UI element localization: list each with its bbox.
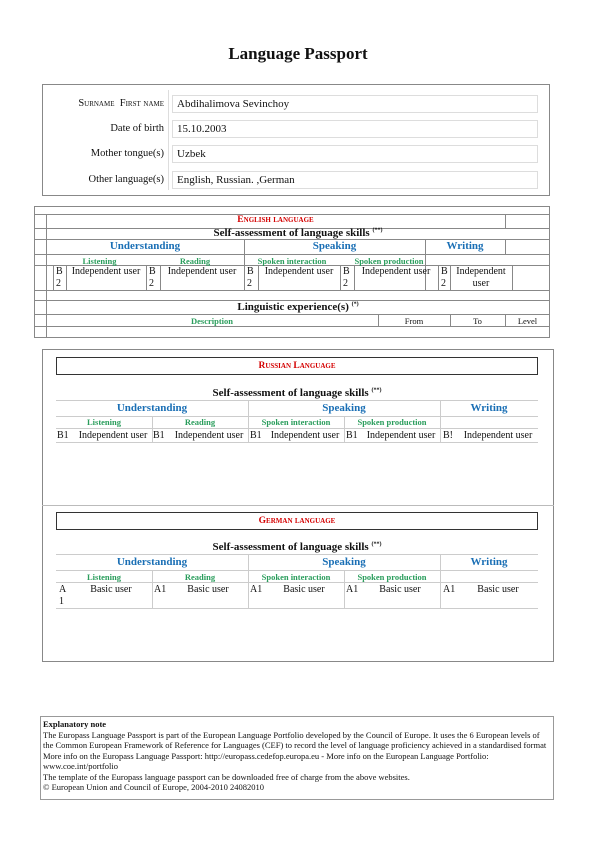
name-field: Abdihalimova Sevinchoy [172,95,538,113]
experience-col-from: From [404,316,424,326]
german-level-interaction: A1 [250,584,263,595]
other-languages-field: English, Russian. ,German [172,171,538,189]
english-desc-production: Independent user [361,266,431,277]
english-reading: Reading [179,256,211,266]
russian-spoken-interaction: Spoken interaction [261,417,331,427]
russian-heading-box [56,357,538,375]
english-desc-writing: Independent user [456,266,506,289]
rule [56,608,538,609]
explanatory-note [40,716,554,800]
german-writing: Writing [470,556,508,568]
german-self-assessment: Self-assessment of language skills (**) [212,541,382,553]
russian-level-reading: B1 [153,430,165,441]
german-level-reading: A1 [154,584,167,595]
rule [34,326,550,327]
rule [438,265,439,290]
russian-spoken-production: Spoken production [357,417,427,427]
english-level-reading: B2 [149,266,156,289]
german-heading-box [56,512,538,530]
russian-level-listening: B1 [57,430,69,441]
english-desc-listening: Independent user [71,266,141,277]
russian-heading: Russian Language [258,361,336,371]
explanatory-title: Explanatory note [43,719,107,729]
russian-self-assessment: Self-assessment of language skills (**) [212,387,382,399]
russian-level-writing: B! [443,430,453,441]
russian-level-production: B1 [346,430,358,441]
german-level-listening: A1 [59,584,67,607]
mother-tongue-label: Mother tongue(s) [90,148,164,159]
rule [56,428,538,429]
russian-listening: Listening [86,417,121,427]
german-understanding: Understanding [116,556,188,568]
rule [56,570,538,571]
rule [146,265,147,290]
rule [512,265,513,290]
section-divider [42,505,554,506]
russian-level-interaction: B1 [250,430,262,441]
english-spoken-interaction: Spoken interaction [257,256,327,266]
russian-desc-interaction: Independent user [270,430,340,441]
german-speaking: Speaking [322,556,366,568]
english-heading: English language [237,215,314,225]
explanatory-line-4: © European Union and Council of Europe, 2004-2010 24082010 [43,782,265,792]
german-desc-reading: Basic user [187,584,229,595]
experience-col-level: Level [517,316,538,326]
german-spoken-production: Spoken production [357,572,427,582]
english-understanding: Understanding [109,240,181,252]
german-spoken-interaction: Spoken interaction [261,572,331,582]
rule [56,442,538,443]
rule [505,214,506,228]
german-reading: Reading [184,572,216,582]
english-writing: Writing [446,240,484,252]
russian-writing: Writing [470,402,508,414]
rule [53,265,54,290]
rule [34,254,550,255]
russian-desc-production: Independent user [366,430,436,441]
english-level-interaction: B2 [247,266,254,289]
english-level-production: B2 [343,266,350,289]
russian-understanding: Understanding [116,402,188,414]
rule [56,554,538,555]
mother-tongue-field: Uzbek [172,145,538,163]
rule [34,290,550,291]
rule [34,314,550,315]
dob-label: Date of birth [110,123,164,134]
english-desc-reading: Independent user [167,266,237,277]
english-desc-interaction: Independent user [264,266,334,277]
english-level-listening: B2 [56,266,63,289]
experience-col-description: Description [190,316,234,326]
dob-field: 15.10.2003 [172,120,538,138]
russian-desc-listening: Independent user [78,430,148,441]
rule [56,400,538,401]
english-spoken-production: Spoken production [354,256,424,266]
english-self-assessment: Self-assessment of language skills (**) [213,227,383,239]
personal-divider [168,90,169,190]
page-title: Language Passport [228,44,368,63]
explanatory-line-1: The Europass Language Passport is part of the European Language Portfolio developed by the Council of Europe. It uses the 6 European levels of the Common European Framework of Reference for Languages (CEF) to record the level of language proficiency achieved in a standardised format [43,729,547,750]
other-languages-label: Other language(s) [88,174,164,185]
english-speaking: Speaking [312,240,357,252]
russian-reading: Reading [184,417,216,427]
german-level-production: A1 [346,584,359,595]
german-desc-production: Basic user [379,584,421,595]
experience-col-to: To [473,316,482,326]
russian-desc-writing: Independent user [463,430,533,441]
english-level-writing: B2 [441,266,448,289]
rule [505,239,506,254]
explanatory-line-3: The template of the Europass language passport can be downloaded free of charge from the above websites. [43,771,410,782]
russian-speaking: Speaking [322,402,366,414]
german-desc-listening: Basic user [90,584,132,595]
german-level-writing: A1 [443,584,456,595]
rule [340,265,341,290]
russian-desc-reading: Independent user [174,430,244,441]
english-experience-title: Linguistic experience(s) (*) [237,301,359,313]
german-heading: German language [258,516,336,526]
name-label: Surname First name [78,98,164,109]
explanatory-line-2: More info on the Europass Language Passport: http://europass.cedefop.europa.eu - More info on the European Language Portfolio: www.coe.int/portfolio [43,750,489,771]
german-desc-writing: Basic user [477,584,519,595]
german-listening: Listening [86,572,121,582]
german-desc-interaction: Basic user [283,584,325,595]
english-listening: Listening [82,256,117,266]
rule [56,582,538,583]
